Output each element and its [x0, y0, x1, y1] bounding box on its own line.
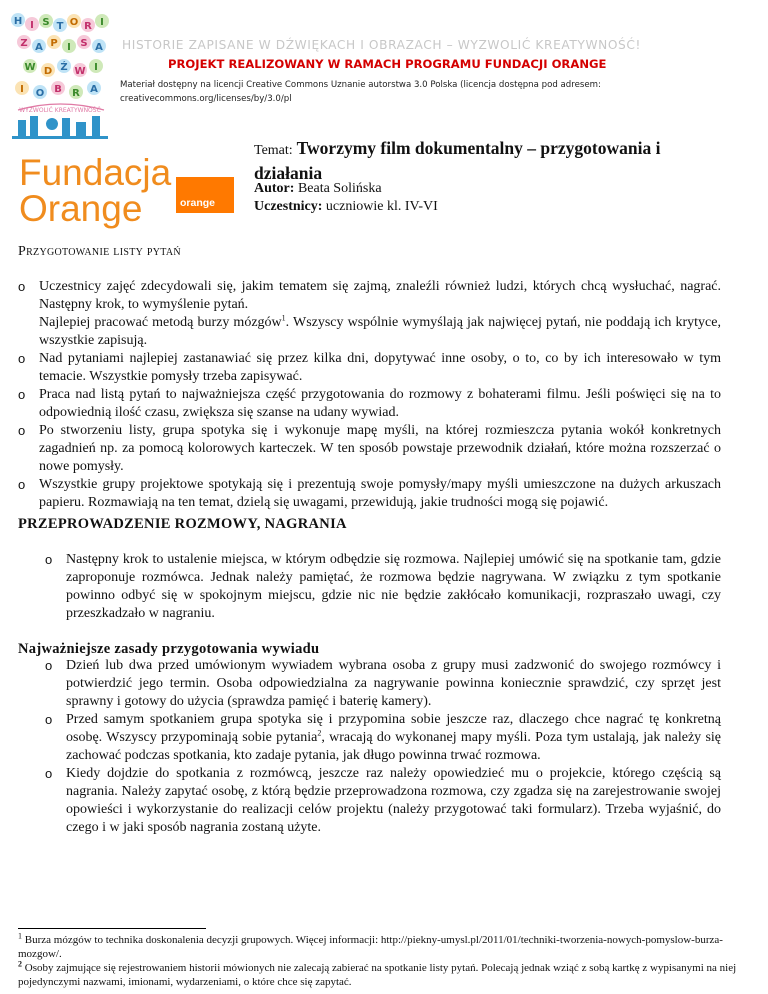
- list-item: o Nad pytaniami najlepiej zastanawiać się przez kilka dni, dopytywać inne osoby, o to, co by ich interesowało w tym temacie. Wszystkie pomysły trzeba zapisywać.: [18, 351, 721, 384]
- topic-block: [254, 137, 724, 186]
- svg-text:A: A: [35, 42, 43, 53]
- topic-title: Tworzymy film dokumentalny – przygotowania i działania: [254, 138, 661, 183]
- svg-text:T: T: [56, 21, 64, 32]
- section1-list: [18, 278, 721, 512]
- author-line: [254, 180, 382, 198]
- svg-text:S: S: [42, 17, 50, 28]
- svg-text:P: P: [50, 38, 58, 49]
- svg-text:WYZWOLIĆ KREATYWNOŚĆ: WYZWOLIĆ KREATYWNOŚĆ: [19, 107, 101, 114]
- svg-text:R: R: [72, 88, 80, 99]
- bullet-marker: o: [45, 552, 53, 567]
- svg-text:R: R: [84, 21, 92, 32]
- orange-brand-label: orange: [180, 197, 216, 209]
- header-title: HISTORIE ZAPISANE W DŹWIĘKACH I OBRAZACH – WYZWOLIĆ KREATYWNOŚĆ!: [122, 38, 641, 52]
- bullet-marker: o: [45, 766, 53, 781]
- svg-text:S: S: [80, 38, 88, 49]
- author-name: Beata Solińska: [297, 181, 382, 196]
- bullet-marker: o: [18, 351, 26, 366]
- list-item: o Dzień lub dwa przed umówionym wywiadem wybrana osoba z grupy musi zadzwonić do swojego rozmówcy i potwierdzić jego termin. Osoba odpowiedzialna za nagrywanie powinna koniecznie sprawdzić, czy sprzęt jest sprawny i gotowy do użycia (sprawdza pamięć i baterię kamery).: [45, 658, 721, 709]
- footnote-1: $^1$ Burza mózgów to technika doskonalenia decyzji grupowych. Więcej informacji: http://piekny-umysl.pl/2011/01/techniki-tworzenia-nowych-pomyslow-burza-mozgow/.: [18, 931, 723, 960]
- header-license: Materiał dostępny na licencji Creative Commons Uznanie autorstwa 3.0 Polska (licencja dostępna pod adresem: creativecommons.org/licenses/by/3.0/pl: [120, 80, 601, 104]
- list-item: o Przed samym spotkaniem grupa spotyka się i przypomina sobie jeszcze raz, dlaczego chce nagrać tę konkretną osobę. Wszyscy przypominają sobie pytania$^2$, wracają do wykonanej mapy myśli. Poza tym ustalają, jak należy się zachować podczas spotkania, kto zadaje pytania, jak długo powinna trwać rozmowa.: [45, 712, 721, 763]
- svg-text:O: O: [35, 88, 45, 99]
- svg-text:Ź: Ź: [60, 62, 68, 73]
- author-label: Autor:: [254, 181, 295, 196]
- footnotes: [18, 933, 752, 989]
- project-logo: [4, 12, 116, 140]
- svg-text:O: O: [69, 17, 79, 28]
- fundacja-word: Fundacja: [19, 152, 172, 193]
- list-item: o Następny krok to ustalenie miejsca, w którym odbędzie się rozmowa. Najlepiej umówić się na spotkanie tam, gdzie zaproponuje rozmówca. Jednak należy pamiętać, że rozmowa będzie nagrywana. W związku z tym spotkanie powinno odbyć się w spokojnym miejscu, gdzie nic nie będzie zakłócało komunikacji, rozpraszało uwagi, czy przeszkadzało w nagraniu.: [45, 552, 721, 621]
- bullet-marker: o: [18, 477, 26, 492]
- svg-text:I: I: [100, 17, 104, 28]
- topic-label: Temat:: [254, 143, 293, 158]
- list-item: o Praca nad listą pytań to najważniejsza część przygotowania do rozmowy z bohaterami filmu. Jeśli poświęci się na to odpowiednią ilość czasu, zwiększa się szanse na udany wywiad.: [18, 387, 721, 420]
- participants-value: uczniowie kl. IV-VI: [325, 199, 438, 214]
- list-item: o Po stworzeniu listy, grupa spotyka się i wykonuje mapę myśli, na której rozmieszcza pytania wokół konkretnych zagadnień np. za pomocą kolorowych karteczek. W ten sposób powstaje przewodnik działań, które można rozszerzać o nowe pomysły.: [18, 423, 721, 474]
- svg-text:A: A: [95, 42, 103, 53]
- bullet-marker: o: [18, 279, 26, 294]
- svg-text:W: W: [24, 62, 36, 73]
- svg-text:Z: Z: [20, 38, 28, 49]
- svg-text:W: W: [74, 66, 86, 77]
- footnote-divider: [18, 928, 206, 929]
- list-item: o Kiedy dojdzie do spotkania z rozmówcą, jeszcze raz należy opowiedzieć mu o projekcie, którego częścią są nagrania. Należy zapytać osobę, z którą będzie przeprowadzona rozmowa, czy zgadza się na zarejestrowanie swojej opowieści i wykorzystanie do realizacji celów projektu (należy przygotować taki formularz). Trzeba wyjaśnić, do czego i w jaki sposób nagrania zostaną użyte.: [45, 766, 721, 835]
- svg-text:D: D: [43, 66, 53, 77]
- svg-text:I: I: [67, 42, 71, 53]
- list-item: o Uczestnicy zajęć zdecydowali się, jakim tematem się zajmą, znaleźli również ludzi, których chcą wysłuchać, nagrać. Następny krok, to wymyślenie pytań.: [18, 279, 721, 312]
- svg-text:A: A: [90, 84, 98, 95]
- orange-word: Orange: [19, 188, 143, 229]
- svg-text:I: I: [20, 84, 24, 95]
- list-item: o Wszystkie grupy projektowe spotykają się i prezentują swoje pomysły/mapy myśli umieszczone na dużych arkuszach papieru. Rozmawiają na ten temat, dzielą się uwagami, przewidują, jakie trudności mogą się pojawić.: [18, 477, 721, 510]
- footnote-ref-2[interactable]: 2: [317, 728, 322, 738]
- svg-text:H: H: [13, 16, 23, 27]
- svg-text:B: B: [54, 84, 62, 95]
- footnote-ref-1[interactable]: 1: [281, 313, 286, 323]
- bullet-marker: o: [18, 387, 26, 402]
- section2-heading: PRZEPROWADZENIE ROZMOWY, NAGRANIA: [18, 516, 347, 532]
- section1-heading: Przygotowanie listy pytań: [18, 244, 181, 259]
- svg-text:I: I: [30, 20, 34, 31]
- brainstorm-paragraph: Najlepiej pracować metodą burzy mózgów$^1$. Wszyscy wspólnie wymyślają jak najwięcej pytań, nie poddają ich krytyce, wszystkie zapisują.: [39, 313, 721, 348]
- bullet-marker: o: [45, 658, 53, 673]
- orange-brand-box: [176, 177, 234, 213]
- fundacja-orange-logo: [19, 152, 172, 229]
- section2-list: [45, 551, 721, 623]
- bullet-marker: o: [45, 712, 53, 727]
- section3-list: [45, 657, 721, 837]
- header-project: PROJEKT REALIZOWANY W RAMACH PROGRAMU FUNDACJI ORANGE: [168, 57, 607, 71]
- footnote-2: $^2$ Osoby zajmujące się rejestrowaniem historii mówionych nie zalecają zabierać na spotkanie listy pytań. Polecają jednak wziąć z sobą kartkę z wypisanymi na niej pojedynczymi nazwami, imionami, wydarzeniami, o które chce się zapytać.: [18, 959, 737, 988]
- bullet-marker: o: [18, 423, 26, 438]
- participants-line: [254, 198, 438, 216]
- section3-heading: Najważniejsze zasady przygotowania wywiadu: [18, 641, 320, 657]
- svg-text:I: I: [94, 62, 98, 73]
- participants-label: Uczestnicy:: [254, 199, 323, 214]
